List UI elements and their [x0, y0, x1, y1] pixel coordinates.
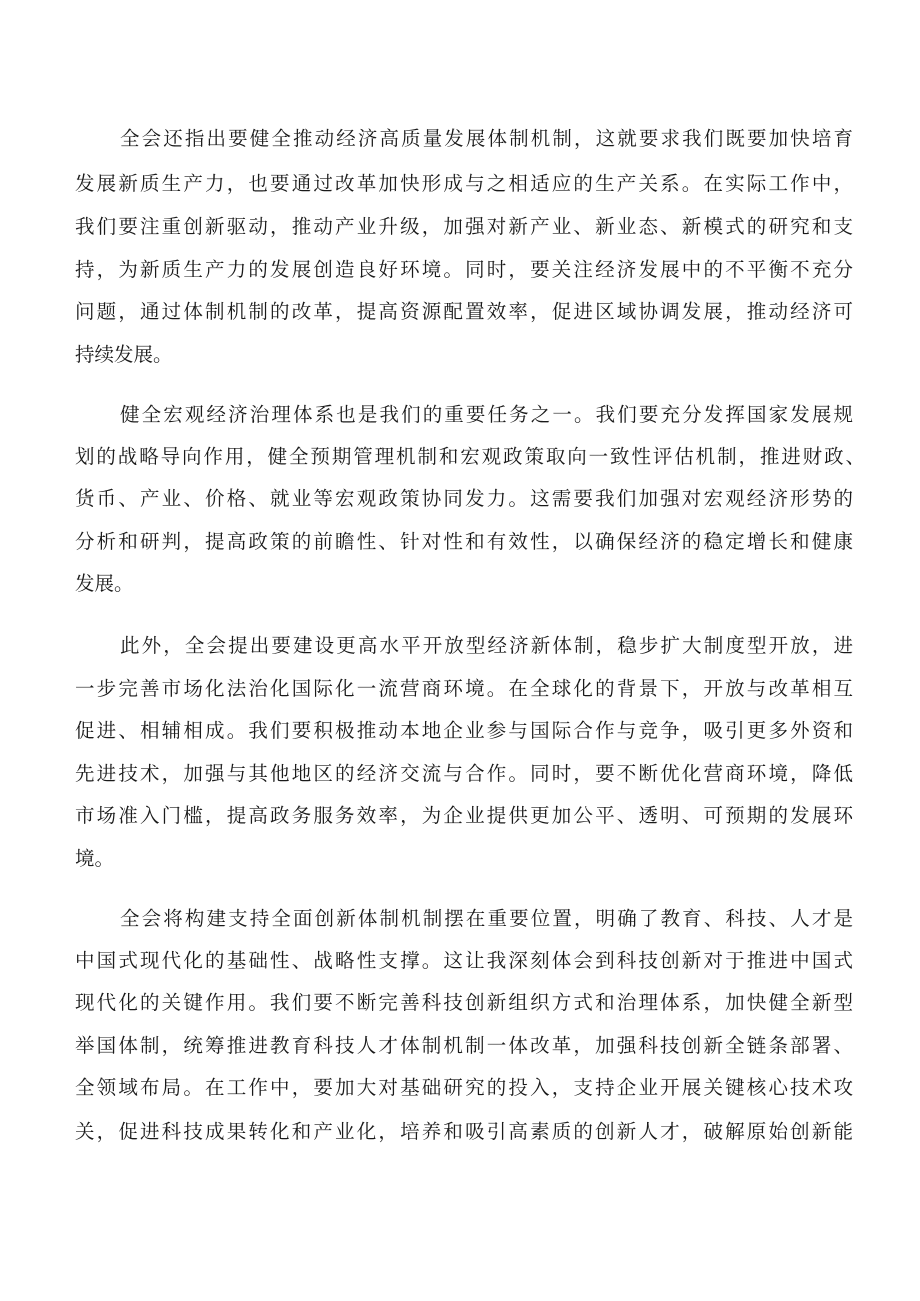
paragraph-3-line-1: 此外，全会提出要建设更高水平开放型经济新体制，稳步扩大制度型开放，进 — [120, 634, 853, 657]
paragraph-3-line-5: 市场准入门槛，提高政务服务效率，为企业提供更加公平、透明、可预期的发展环 — [75, 804, 853, 827]
paragraph-3-line-2: 一步完善市场化法治化国际化一流营商环境。在全球化的背景下，开放与改革相互 — [75, 677, 853, 700]
paragraph-1-line-3: 我们要注重创新驱动，推动产业升级，加强对新产业、新业态、新模式的研究和支 — [75, 215, 853, 238]
paragraph-4-line-1: 全会将构建支持全面创新体制机制摆在重要位置，明确了教育、科技、人才是 — [120, 907, 853, 930]
paragraph-1-line-1: 全会还指出要健全推动经济高质量发展体制机制，这就要求我们既要加快培育 — [120, 127, 853, 150]
paragraph-2-line-5: 发展。 — [75, 572, 134, 595]
paragraph-4-line-4: 举国体制，统筹推进教育科技人才体制机制一体改革，加强科技创新全链条部署、 — [75, 1034, 853, 1057]
paragraph-2-line-3: 货币、产业、价格、就业等宏观政策协同发力。这需要我们加强对宏观经济形势的 — [75, 487, 853, 510]
paragraph-3-line-3: 促进、相辅相成。我们要积极推动本地企业参与国际合作与竞争，吸引更多外资和 — [75, 719, 853, 742]
paragraph-2-line-2: 划的战略导向作用，健全预期管理机制和宏观政策取向一致性评估机制，推进财政、 — [75, 445, 865, 468]
paragraph-1-line-4: 持，为新质生产力的发展创造良好环境。同时，要关注经济发展中的不平衡不充分 — [75, 258, 853, 281]
paragraph-1-line-5: 问题，通过体制机制的改革，提高资源配置效率，促进区域协调发展，推动经济可 — [75, 300, 853, 323]
paragraph-3-line-4: 先进技术，加强与其他地区的经济交流与合作。同时，要不断优化营商环境，降低 — [75, 762, 853, 785]
paragraph-4-line-3: 现代化的关键作用。我们要不断完善科技创新组织方式和治理体系，加快健全新型 — [75, 991, 853, 1014]
paragraph-3-line-6: 境。 — [75, 847, 115, 870]
paragraph-1-line-2: 发展新质生产力，也要通过改革加快形成与之相适应的生产关系。在实际工作中， — [75, 172, 853, 195]
paragraph-4-line-2: 中国式现代化的基础性、战略性支撑。这让我深刻体会到科技创新对于推进中国式 — [75, 949, 853, 972]
paragraph-1-line-6: 持续发展。 — [75, 343, 173, 366]
paragraph-4-line-5: 全领域布局。在工作中，要加大对基础研究的投入，支持企业开展关键核心技术攻 — [75, 1076, 853, 1099]
paragraph-2-line-4: 分析和研判，提高政策的前瞻性、针对性和有效性，以确保经济的稳定增长和健康 — [75, 530, 853, 553]
paragraph-2-line-1: 健全宏观经济治理体系也是我们的重要任务之一。我们要充分发挥国家发展规 — [120, 403, 853, 426]
paragraph-4-line-6: 关，促进科技成果转化和产业化，培养和吸引高素质的创新人才，破解原始创新能 — [75, 1120, 853, 1143]
